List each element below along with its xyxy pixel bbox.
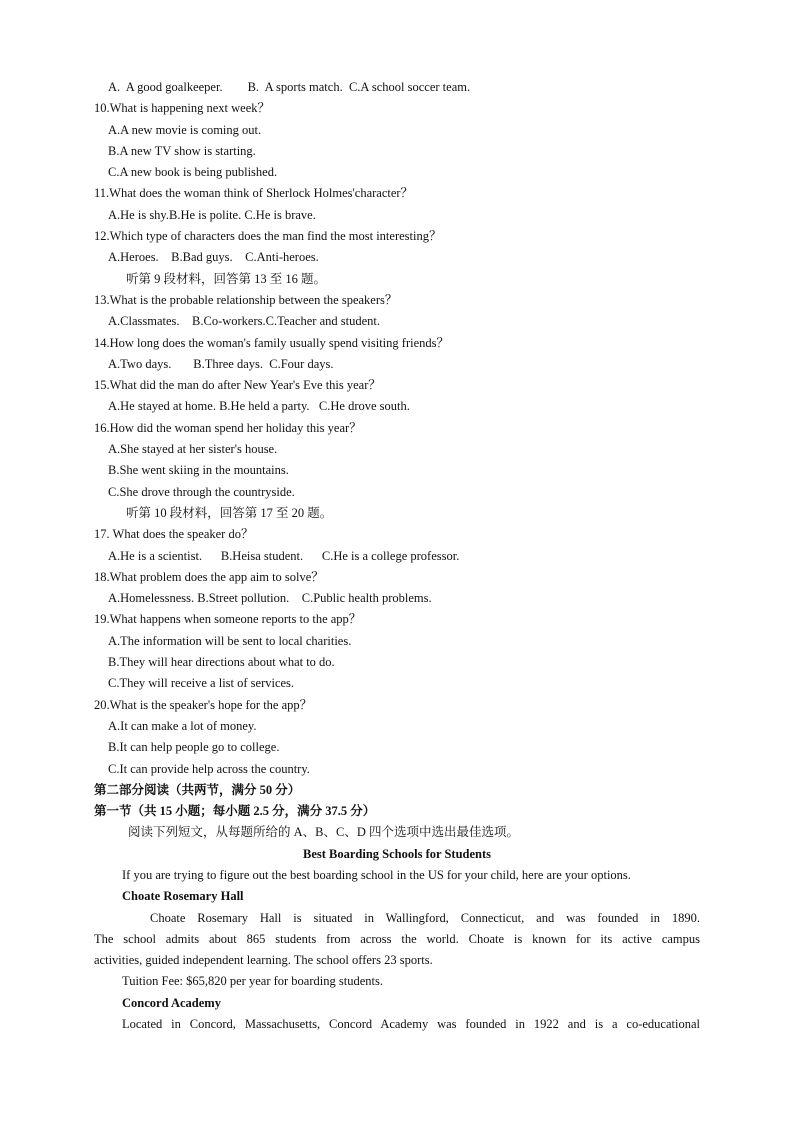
text-line: A.He stayed at home. B.He held a party. C.He drove south. [108, 399, 410, 414]
text-line: activities, guided independent learning. The school offers 23 sports. [94, 953, 433, 968]
text-line: A.A new movie is coming out. [108, 122, 262, 137]
text-line: 13.What is the probable relationship between the speakers？ [94, 292, 398, 307]
text-line: Located in Concord, Massachusetts, Concord Academy was founded in 1922 and is a co-educational [122, 1017, 700, 1032]
text-line: A.It can make a lot of money. [108, 718, 257, 733]
text-line: 第一节（共 15 小题；每小题 2.5 分，满分 37.5 分） [94, 804, 376, 819]
text-line: 15.What did the man do after New Year's Eve this year？ [94, 378, 381, 393]
text-line: 10.What is happening next week？ [94, 101, 270, 116]
text-line: C.She drove through the countryside. [108, 484, 295, 499]
text-line: B.They will hear directions about what to do. [108, 655, 335, 670]
text-line: Tuition Fee: $65,820 per year for boarding students. [122, 974, 383, 989]
text-line: B.It can help people go to college. [108, 740, 280, 755]
text-line: B.She went skiing in the mountains. [108, 463, 289, 478]
text-line: A.She stayed at her sister's house. [108, 442, 278, 457]
text-line: Concord Academy [122, 995, 221, 1010]
text-line: A.The information will be sent to local charities. [108, 633, 352, 648]
text-line: A. A good goalkeeper. B. A sports match. C.A school soccer team. [108, 80, 471, 94]
text-line: Best Boarding Schools for Students [303, 846, 491, 861]
text-line: 12.Which type of characters does the man find the most interesting？ [94, 229, 442, 244]
text-line: 听第 10 段材料，回答第 17 至 20 题。 [126, 505, 333, 520]
text-line: A.Classmates. B.Co-workers.C.Teacher and student. [108, 314, 380, 329]
text-line: A.He is shy.B.He is polite. C.He is brave. [108, 207, 316, 222]
text-line: 17. What does the speaker do？ [94, 527, 254, 542]
text-line: 第二部分阅读（共两节，满分 50 分） [94, 782, 301, 797]
text-line: 11.What does the woman think of Sherlock Holmes'character？ [94, 186, 414, 201]
text-line: 20.What is the speaker's hope for the app？ [94, 697, 313, 712]
text-line: C.A new book is being published. [108, 165, 278, 180]
text-line: A.Heroes. B.Bad guys. C.Anti-heroes. [108, 250, 319, 265]
text-line: 阅读下列短文，从每题所给的 A、B、C、D 四个选项中选出最佳选项。 [128, 825, 519, 840]
text-line: 听第 9 段材料，回答第 13 至 16 题。 [126, 271, 327, 286]
text-line: Choate Rosemary Hall is situated in Wallingford, Connecticut, and was founded in 1890. [150, 910, 700, 925]
text-line: 14.How long does the woman's family usually spend visiting friends？ [94, 335, 449, 350]
text-line: 19.What happens when someone reports to the app？ [94, 612, 362, 627]
text-line: B.A new TV show is starting. [108, 143, 256, 158]
text-line: A.Homelessness. B.Street pollution. C.Public health problems. [108, 591, 432, 606]
text-line: C.They will receive a list of services. [108, 676, 295, 691]
text-line: C.It can provide help across the country. [108, 761, 310, 776]
text-line: If you are trying to figure out the best boarding school in the US for your child, here are your options. [122, 867, 631, 882]
text-line: A.He is a scientist. B.Heisa student. C.He is a college professor. [108, 548, 460, 563]
exam-content [94, 77, 700, 1035]
text-line: 16.How did the woman spend her holiday this year？ [94, 420, 362, 435]
text-line: Choate Rosemary Hall [122, 889, 244, 904]
text-line: 18.What problem does the app aim to solve？ [94, 569, 324, 584]
text-line: A.Two days. B.Three days. C.Four days. [108, 356, 334, 371]
text-line: The school admits about 865 students from across the world. Choate is known for its active campus [94, 931, 700, 946]
